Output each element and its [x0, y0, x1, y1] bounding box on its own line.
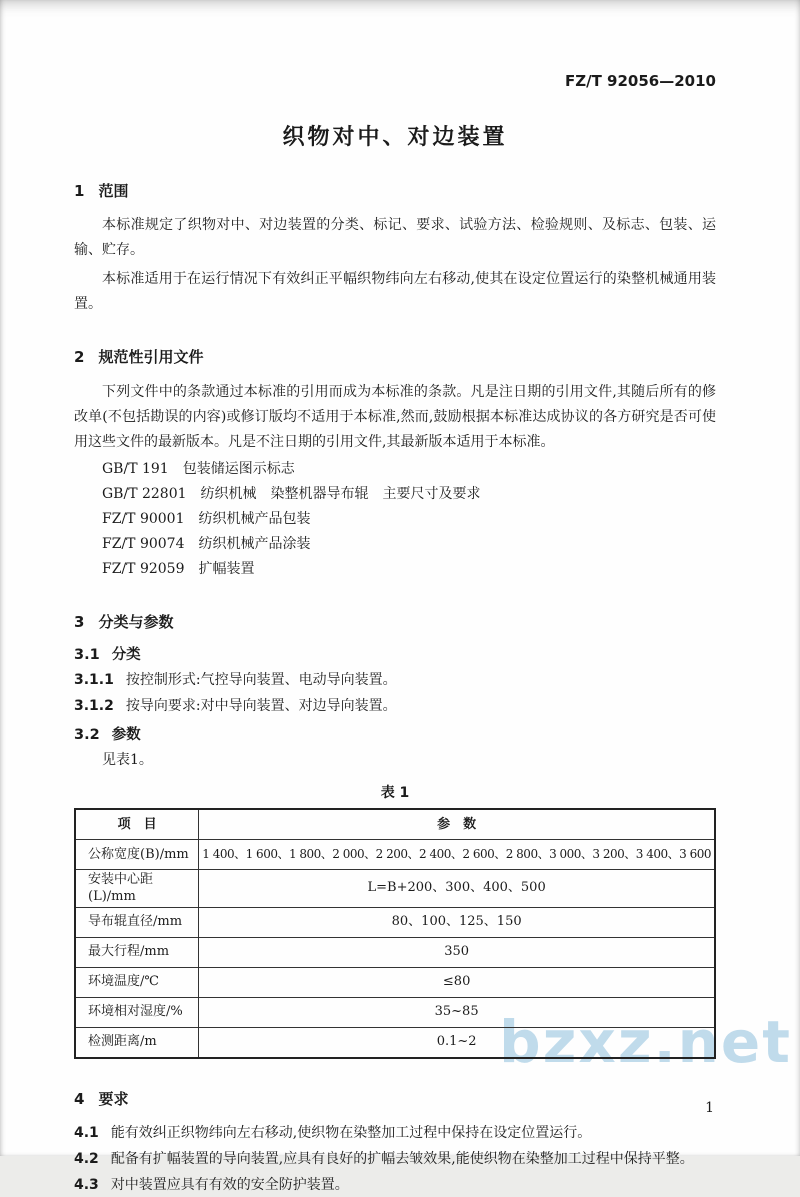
- scope-paragraph: 本标准适用于在运行情况下有效纠正平幅织物纬向左右移动,使其在设定位置运行的染整机械通用装置。: [74, 271, 716, 313]
- table-cell-item: 检测距离/m: [75, 1027, 199, 1058]
- table-cell-value: L=B+200、300、400、500: [199, 870, 715, 908]
- reference-list: [102, 457, 716, 582]
- section-4-heading: [74, 1089, 716, 1109]
- table-row: [75, 1027, 715, 1058]
- table-row: [75, 967, 715, 997]
- reference-item: GB/T 22801 纺织机械 染整机器导布辊 主要尺寸及要求: [102, 485, 481, 502]
- clause-text: 配备有扩幅装置的导向装置,应具有良好的扩幅去皱效果,能使织物在染整加工过程中保持平整。: [110, 1151, 694, 1168]
- subsection-3-1-heading: [74, 644, 716, 666]
- reference-item: GB/T 191 包装储运图示标志: [102, 460, 295, 477]
- section-number: 3: [74, 612, 85, 631]
- clause-3-1-2: [74, 694, 716, 718]
- clause-number: 3.1.1: [74, 672, 114, 689]
- reference-item: FZ/T 92059 扩幅装置: [102, 560, 255, 577]
- standard-number: FZ/T 92056—2010: [565, 72, 716, 90]
- section-title: 分类与参数: [98, 612, 174, 631]
- clause-text: 按导向要求:对中导向装置、对边导向装置。: [125, 698, 397, 715]
- table-cell-item: 导布辊直径/mm: [75, 907, 199, 937]
- table-cell-item: 环境温度/℃: [75, 967, 199, 997]
- scope-paragraph: 本标准规定了织物对中、对边装置的分类、标记、要求、试验方法、检验规则、及标志、包装、运输、贮存。: [74, 217, 716, 259]
- watermark: bzxz.net: [499, 1008, 792, 1076]
- subsection-3-2-heading: [74, 724, 716, 746]
- table-cell-value: 350: [199, 937, 715, 967]
- section-number: 2: [74, 348, 85, 367]
- clause-text: 按控制形式:气控导向装置、电动导向装置。: [125, 672, 397, 689]
- table-header-param: 参 数: [199, 809, 715, 840]
- clause-4-2: [74, 1147, 716, 1171]
- clause-number: 4.1: [74, 1125, 99, 1142]
- clause-3-1-1: [74, 668, 716, 692]
- subsection-number: 3.1: [74, 647, 100, 664]
- clause-4-1: [74, 1121, 716, 1145]
- reference-item: FZ/T 90001 纺织机械产品包装: [102, 510, 311, 527]
- table-cell-value: ≤80: [199, 967, 715, 997]
- document-title: 织物对中、对边装置: [282, 125, 508, 150]
- table-cell-item: 安装中心距(L)/mm: [75, 870, 199, 908]
- subsection-number: 3.2: [74, 727, 100, 744]
- references-intro: 下列文件中的条款通过本标准的引用而成为本标准的条款。凡是注日期的引用文件,其随后所有的修改单(不包括勘误的内容)或修订版均不适用于本标准,然而,鼓励根据本标准达成协议的各方研究是否可使用这些文件的最新版本。凡是不注日期的引用文件,其最新版本适用于本标准。: [74, 383, 716, 450]
- subsection-title: 分类: [111, 647, 141, 664]
- table-row: [75, 870, 715, 908]
- subsection-title: 参数: [111, 727, 141, 744]
- table-row: [75, 997, 715, 1027]
- clause-number: 3.1.2: [74, 698, 114, 715]
- section-number: 1: [74, 182, 85, 200]
- clause-text: 能有效纠正织物纬向左右移动,使织物在染整加工过程中保持在设定位置运行。: [110, 1125, 592, 1142]
- table-cell-value: 35~85: [199, 997, 715, 1027]
- table-caption: 表 1: [380, 785, 410, 802]
- table-cell-item: 公称宽度(B)/mm: [75, 840, 199, 870]
- table-cell-value: 80、100、125、150: [199, 907, 715, 937]
- see-table-note: 见表1。: [102, 752, 153, 769]
- table-cell-item: 环境相对湿度/%: [75, 997, 199, 1027]
- table-cell-value: 0.1~2: [199, 1027, 715, 1058]
- section-title: 范围: [98, 182, 129, 200]
- section-number: 4: [74, 1089, 85, 1108]
- clause-number: 4.3: [74, 1177, 99, 1194]
- section-2-heading: [74, 347, 716, 367]
- table-cell-value: 1 400、1 600、1 800、2 000、2 200、2 400、2 600、2 800、3 000、3 200、3 400、3 600: [199, 840, 715, 870]
- reference-item: FZ/T 90074 纺织机械产品涂装: [102, 535, 311, 552]
- section-title: 规范性引用文件: [98, 348, 204, 367]
- section-1-heading: [74, 181, 716, 201]
- table-row: [75, 937, 715, 967]
- section-3-heading: [74, 612, 716, 632]
- clause-text: 对中装置应具有有效的安全防护装置。: [110, 1177, 349, 1194]
- table-header-row: [75, 809, 715, 840]
- clause-number: 4.2: [74, 1151, 99, 1168]
- table-row: [75, 840, 715, 870]
- section-title: 要求: [98, 1089, 129, 1108]
- table-row: [75, 907, 715, 937]
- table-header-item: 项 目: [75, 809, 199, 840]
- table-cell-item: 最大行程/mm: [75, 937, 199, 967]
- parameters-table: [74, 808, 716, 1059]
- page-number: 1: [705, 1100, 714, 1116]
- clause-4-3: [74, 1173, 716, 1197]
